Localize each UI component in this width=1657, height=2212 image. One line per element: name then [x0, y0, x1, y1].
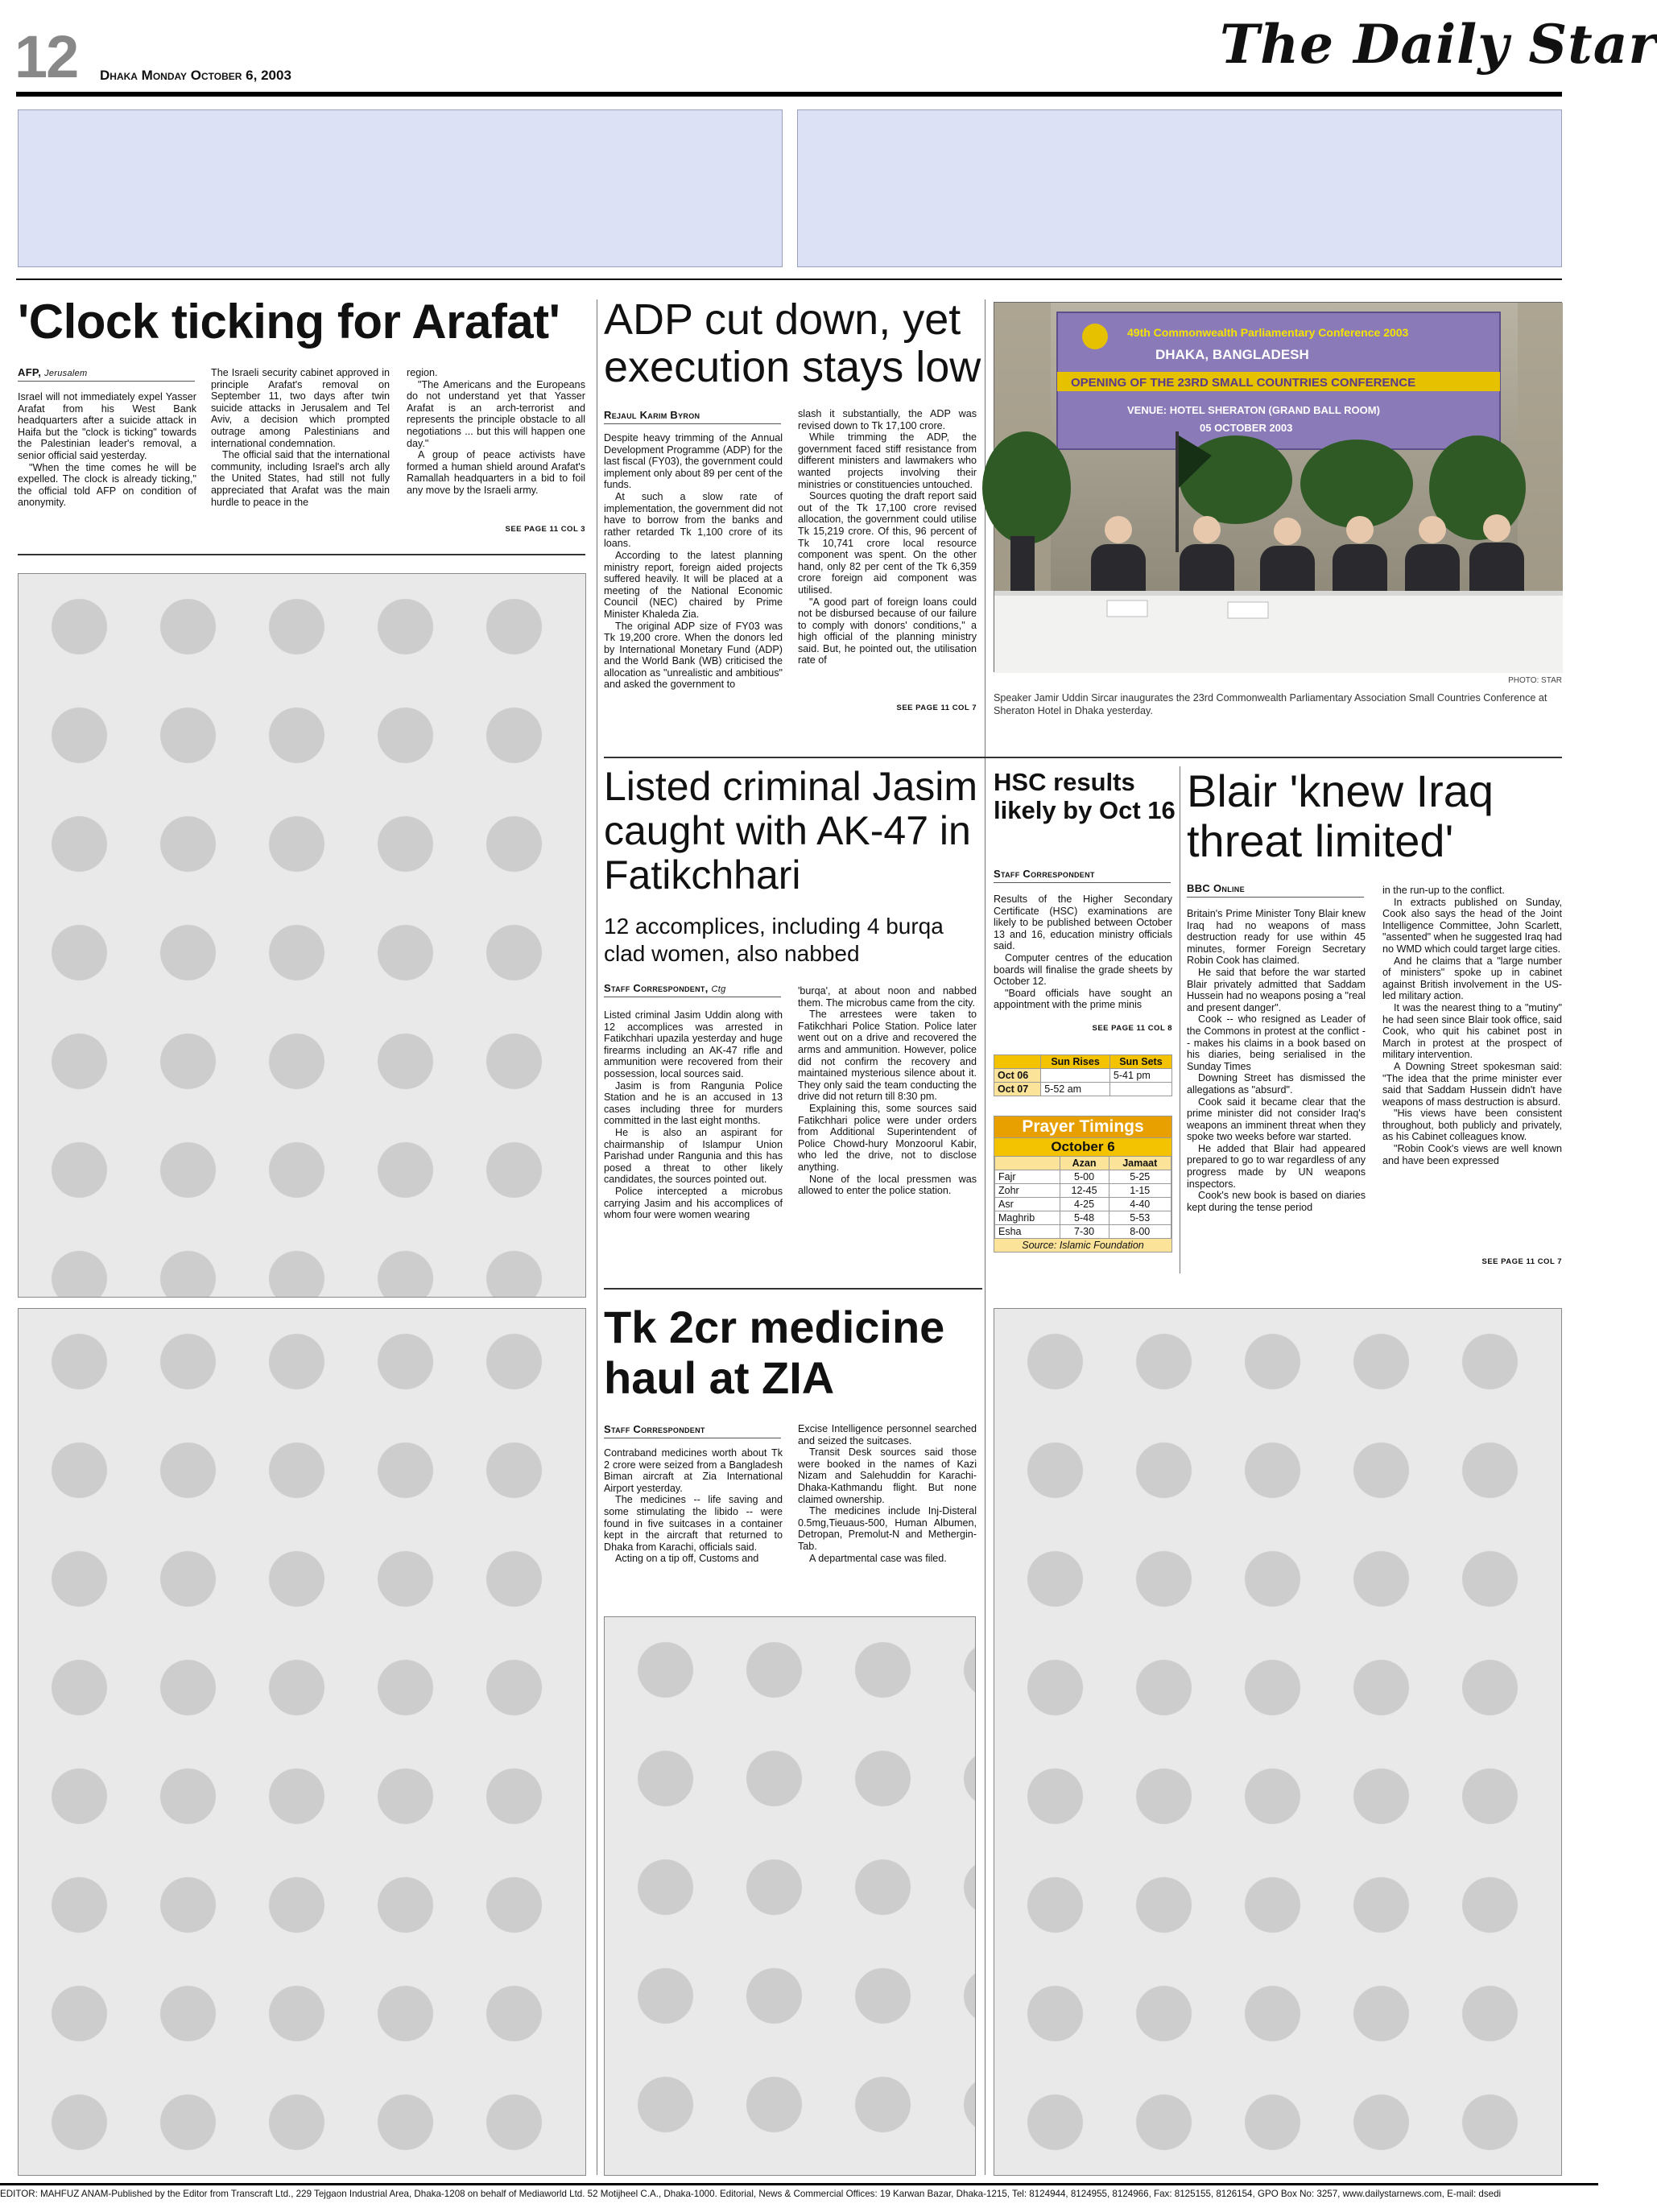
advert-placeholder-left-bottom	[18, 1308, 586, 2176]
prayer-timings-box: Prayer Timings October 6 Azan Jamaat Fajr 5-00 5-25 Zohr 12-45 1-15 Asr 4-25 4-40 Maghrib 5-48 5-53 Esha 7-30 8-00 Source: Islamic Foundation	[994, 1116, 1172, 1253]
banner-line-1: 49th Commonwealth Parliamentary Conference 2003	[1127, 326, 1409, 339]
medicine-col-2: Excise Intelligence personnel searched and seized the suitcases. Transit Desk sources said those were booked in the names of Kazi Nizam and Salehuddin for Karachi-Dhaka-Kathmandu flight. But none claimed ownership. The medicines include Inj-Disteral 0.5mg,Tieuaus-500, Human Albumen, Detropan, Premolut-N and Methergin-Tab. A departmental case was filed.	[798, 1423, 977, 1564]
hsc-headline: HSC results likely by Oct 16	[994, 768, 1176, 824]
jasim-headline: Listed criminal Jasim caught with AK-47 in Fatikchhari	[604, 764, 978, 898]
arafat-col-1: Israel will not immediately expel Yasser Arafat from his West Bank headquarters after a suicide attack in Haifa but the "clock is ticking" towards the Palestinian leader's removal, a senior official said yesterday. "When the time comes he will be expelled. The clock is already ticking," the official told AFP on condition of anonymity.	[18, 391, 196, 509]
prayer-row: Fajr 5-00 5-25	[995, 1170, 1171, 1184]
blair-col-2: in the run-up to the conflict. In extracts published on Sunday, Cook also says the head of the Joint Intelligence Committee, John Scarlett, "assented" when he suggested Iraq had no WMD which could target large cities. And he claims that a "large number of ministers" spoke up in cabinet against British involvement in the US-led military action. It was the nearest thing to a "mutiny" he had seen since Blair took office, said Cook, who quit his cabinet post in March in protest at the prospect of military intervention. A Downing Street spokesman said: "The idea that the prime minister ever said that Saddam Hussein didn't have weapons of mass destruction is absurd. "His views have been consistent throughout, both publicly and privately, as his Cabinet colleagues know. "Robin Cook's views are well known and have been expressed	[1382, 885, 1562, 1166]
mid-rule-centre	[604, 757, 1562, 758]
masthead-logo: The Daily Star	[1220, 13, 1657, 76]
footer-rule	[0, 2183, 1598, 2185]
adp-jump: SEE PAGE 11 COL 7	[896, 704, 977, 712]
banner-line-3: OPENING OF THE 23RD SMALL COUNTRIES CONFERENCE	[1071, 376, 1416, 390]
banner-line-4: VENUE: HOTEL SHERATON (GRAND BALL ROOM)	[1127, 404, 1380, 416]
conference-photo	[994, 302, 1562, 672]
arafat-byline-rule	[18, 381, 195, 382]
blair-headline: Blair 'knew Iraq threat limited'	[1187, 766, 1494, 866]
prayer-title: Prayer Timings	[994, 1116, 1171, 1137]
blair-jump: SEE PAGE 11 COL 7	[1481, 1257, 1562, 1266]
arafat-headline: 'Clock ticking for Arafat'	[18, 295, 560, 349]
sun-header-sets: Sun Sets	[1109, 1055, 1171, 1069]
blair-byline: BBC Online	[1187, 882, 1245, 894]
arafat-byline: AFP, Jerusalem	[18, 366, 88, 378]
advert-placeholder-centre	[604, 1616, 976, 2176]
adp-byline: Rejaul Karim Byron	[604, 409, 700, 421]
mid-rule-centre-lower	[604, 1288, 982, 1290]
sun-header-blank	[994, 1055, 1041, 1069]
jasim-col-2: 'burqa', at about noon and nabbed them. The microbus came from the city. The arrestees were taken to Fatikchhari Police Station. Police later went out on a drive and recovered the arms and ammunition. However, police did not confirm the recovery and maintained mysterious silence about it. They only said the team conducting the drive did not return till 8:30 pm. Explaining this, some sources said Fatikchhari police were under orders from Additional Superintendent of Police Chowd-hury Monzoorul Kabir, who led the drive, not to disclose anything. None of the local pressmen was allowed to enter the police station.	[798, 985, 977, 1197]
adp-col-2: slash it substantially, the ADP was revised down to Tk 17,100 crore. While trimming the ADP, the government faced stiff resistance from different ministers and lawmakers who wanted projects involving their ministries or constituencies untouched. Sources quoting the draft report said out of the Tk 17,100 crore revised allocation, the government could utilise Tk 15,219 crore. Of this, 96 percent of Tk 10,741 crore local resource component was spent. On the other hand, only 82 per cent of the Tk 6,359 crore foreign aid component was utilised. "A good part of foreign loans could not be disbursed because of our failure to comply with donors' conditions," a high official of the planning ministry said. But, he pointed out, the utilisation rate of	[798, 408, 977, 666]
prayer-row: Esha 7-30 8-00	[995, 1225, 1171, 1239]
arafat-col-2: The Israeli security cabinet approved in principle Arafat's removal on September 11, two days after twin suicide attacks in Jerusalem and Tel Aviv, a decision which prompted outrage among Palestinians and international condemnation. The official said that the international community, including Israel's arch ally the United States, had still not fully appreciated that Arafat was the main hurdle to peace in the	[211, 367, 390, 508]
adp-headline: ADP cut down, yet execution stays low	[604, 295, 981, 392]
hsc-body: Results of the Higher Secondary Certificate (HSC) examinations are likely to be published between October 13 and 16, education ministry officials said. Computer centres of the education boards will finalise the grade sheets by October 12. "Board officials have sought an appointment with the prime minis	[994, 893, 1172, 1011]
arafat-col-3: region. "The Americans and the Europeans do not understand yet that Yasser Arafat is an arch-terrorist and represents the principle obstacle to all negotiations ... but this will happen one day." A group of peace activists have formed a human shield around Arafat's Ramallah headquarters in a bid to foil any move by the Israeli army.	[407, 367, 585, 496]
jasim-subhead: 12 accomplices, including 4 burqa clad women, also nabbed	[604, 914, 944, 966]
medicine-headline: Tk 2cr medicine haul at ZIA	[604, 1302, 945, 1403]
section-rule	[16, 279, 1562, 280]
advert-placeholder-right	[994, 1308, 1562, 2176]
blair-col-1: Britain's Prime Minister Tony Blair knew Iraq had no weapons of mass destruction ready for use within 45 minutes, former Foreign Secretary Robin Cook has claimed. He said that before the war started Blair privately admitted that Saddam Hussein had no weapons posing a "real and present danger". Cook -- who resigned as Leader of the Commons in protest at the conflict -- makes his claims in a book based on his diaries, being serialised in the Sunday Times Downing Street has dismissed the allegations as "absurd". Cook said it became clear that the prime minister did not consider Iraq's weapons an imminent threat when they spoke two weeks before war started. He added that Blair had appeared prepared to go to war regardless of any progress made by UN weapons inspectors. Cook's new book is based on diaries kept during the tense period	[1187, 908, 1366, 1213]
page-number: 12	[14, 23, 78, 90]
prayer-date: October 6	[994, 1137, 1171, 1156]
blair-byline-rule	[1187, 897, 1364, 898]
banner-line-5: 05 OCTOBER 2003	[1200, 422, 1293, 434]
prayer-row: Zohr 12-45 1-15	[995, 1184, 1171, 1198]
prayer-row: Maghrib 5-48 5-53	[995, 1211, 1171, 1225]
medicine-col-1: Contraband medicines worth about Tk 2 crore were seized from a Bangladesh Biman aircraft at Zia International Airport yesterday. The medicines -- life saving and some stimulating the libido -- were found in five suitcases in a container kept in the aircraft that returned to Dhaka from Karachi, officials said. Acting on a tip off, Customs and	[604, 1447, 783, 1565]
jasim-col-1: Listed criminal Jasim Uddin along with 12 accomplices was arrested in Fatikchhari upazila yesterday and huge firearms including an AK-47 rifle and ammunition were recovered from their possession, local sources said. Jasim is from Rangunia Police Station and he is an accused in 13 cases including three for murders committed in the last eight months. He is also an aspirant for chairmanship of Islampur Union Parishad under Rangunia and this has posed a threat to other likely candidates, the sources pointed out. Police intercepted a microbus carrying Jasim and his accomplices of whom four were women wearing	[604, 1009, 783, 1221]
dateline: Dhaka Monday October 6, 2003	[100, 68, 291, 83]
adp-byline-rule	[604, 423, 781, 424]
arafat-bottom-rule	[18, 554, 585, 555]
advert-placeholder-left-top	[18, 573, 586, 1298]
sun-row: Oct 07 5-52 am	[994, 1083, 1172, 1096]
advert-box-left	[18, 109, 783, 267]
advert-box-right	[797, 109, 1562, 267]
medicine-byline: Staff Correspondent	[604, 1423, 705, 1435]
arafat-jump: SEE PAGE 11 COL 3	[505, 525, 585, 534]
photo-caption: Speaker Jamir Uddin Sircar inaugurates the 23rd Commonwealth Parliamentary Association Small Countries Conference at Sheraton Hotel in Dhaka yesterday.	[994, 692, 1547, 716]
prayer-row: Asr 4-25 4-40	[995, 1198, 1171, 1211]
column-divider-right	[985, 299, 986, 2175]
hsc-jump: SEE PAGE 11 COL 8	[1092, 1024, 1172, 1033]
footer-imprint: EDITOR: MAHFUZ ANAM-Published by the Editor from Transcraft Ltd., 229 Tejgaon Industrial Area, Dhaka-1208 on behalf of Mediaworld Ltd. 52 Motijheel C.A., Dhaka-1000. Editorial, News & Commercial Offices: 19 Karwan Bazar, Dhaka-1215, Tel: 8124944, 8124955, 8124966, Fax: 8125155, 8126154, GPO Box No: 3257, www.dailystarnews.com, E-mail: dsedi	[0, 2189, 1502, 2199]
sun-header-rises: Sun Rises	[1041, 1055, 1110, 1069]
hsc-byline: Staff Correspondent	[994, 868, 1095, 880]
sun-row: Oct 06 5-41 pm	[994, 1069, 1172, 1083]
banner-line-2: DHAKA, BANGLADESH	[1155, 347, 1309, 362]
masthead-rule	[16, 92, 1562, 97]
adp-col-1: Despite heavy trimming of the Annual Development Programme (ADP) for the last fiscal (FY03), the government could implement only about 89 per cent of the funds. At such a slow rate of implementation, the government did not have to borrow from the banks and rather retarded Tk 1,100 crore of its loans. According to the latest planning ministry report, foreign aided projects suffered heavily. It will be placed at a meeting of the National Economic Council (NEC) chaired by Prime Minister Khaleda Zia. The original ADP size of FY03 was Tk 19,200 crore. When the donors led by International Monetary Fund (ADP) and the World Bank (WB) criticised the allocation as "unrealistic and ambitious" and asked the government to	[604, 432, 783, 691]
conference-photo-art	[994, 303, 1563, 673]
jasim-byline: Staff Correspondent, Ctg	[604, 982, 726, 994]
prayer-source: Source: Islamic Foundation	[994, 1239, 1171, 1252]
sun-table	[994, 1054, 1172, 1096]
photo-credit: PHOTO: STAR	[1508, 676, 1562, 685]
hsc-byline-rule	[994, 882, 1171, 883]
